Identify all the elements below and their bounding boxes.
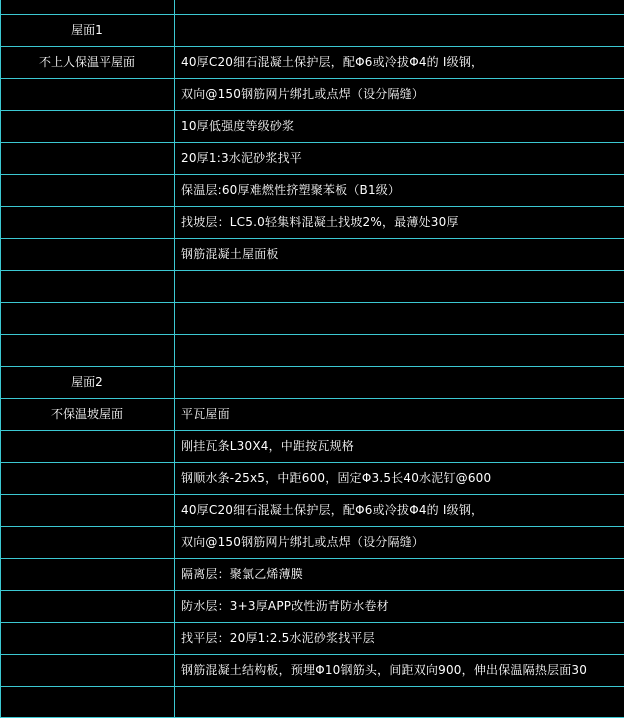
row-label: 不保温坡屋面 (50, 407, 123, 421)
row-divider (0, 142, 624, 143)
row-label: 屋面1 (71, 23, 103, 37)
grid-line-left (0, 0, 1, 718)
row-divider (0, 110, 624, 111)
cut-off-title-fragment (32, 0, 112, 4)
row-divider (0, 270, 624, 271)
layer-description: 刚挂瓦条L30X4，中距按瓦规格 (181, 439, 355, 453)
layer-description: 双向@150钢筋网片绑扎或点焊（设分隔缝） (181, 87, 425, 101)
row-divider (0, 686, 624, 687)
layer-description: 双向@150钢筋网片绑扎或点焊（设分隔缝） (181, 535, 425, 549)
layer-description: 钢筋混凝土屋面板 (181, 247, 279, 261)
layer-description: 找坡层：LC5.0轻集料混凝土找坡2%，最薄处30厚 (181, 215, 459, 229)
layer-description: 防水层：3+3厚APP改性沥青防水卷材 (181, 599, 389, 613)
layer-description: 保温层:60厚难燃性挤塑聚苯板（B1级） (181, 183, 401, 197)
row-divider (0, 558, 624, 559)
layer-description: 40厚C20细石混凝土保护层，配Φ6或冷拔Φ4的 Ⅰ级钢， (181, 55, 484, 69)
row-label: 不上人保温平屋面 (38, 55, 135, 69)
layer-description: 找平层：20厚1:2.5水泥砂浆找平层 (181, 631, 375, 645)
row-divider (0, 334, 624, 335)
layer-description: 平瓦屋面 (181, 407, 230, 421)
layer-description: 钢顺水条-25x5，中距600，固定Φ3.5长40水泥钉@600 (181, 471, 492, 485)
row-divider (0, 302, 624, 303)
layer-description: 隔离层：聚氯乙烯薄膜 (181, 567, 304, 581)
layer-description: 钢筋混凝土结构板，预埋Φ10钢筋头，间距双向900，伸出保温隔热层面30 (181, 663, 588, 677)
layer-description: 20厚1:3水泥砂浆找平 (181, 151, 302, 165)
grid-line-divider (174, 0, 175, 718)
layer-description: 40厚C20细石混凝土保护层，配Φ6或冷拔Φ4的 Ⅰ级钢， (181, 503, 484, 517)
layer-description: 10厚低强度等级砂浆 (181, 119, 295, 133)
row-label: 屋面2 (71, 375, 103, 389)
row-divider (0, 238, 624, 239)
